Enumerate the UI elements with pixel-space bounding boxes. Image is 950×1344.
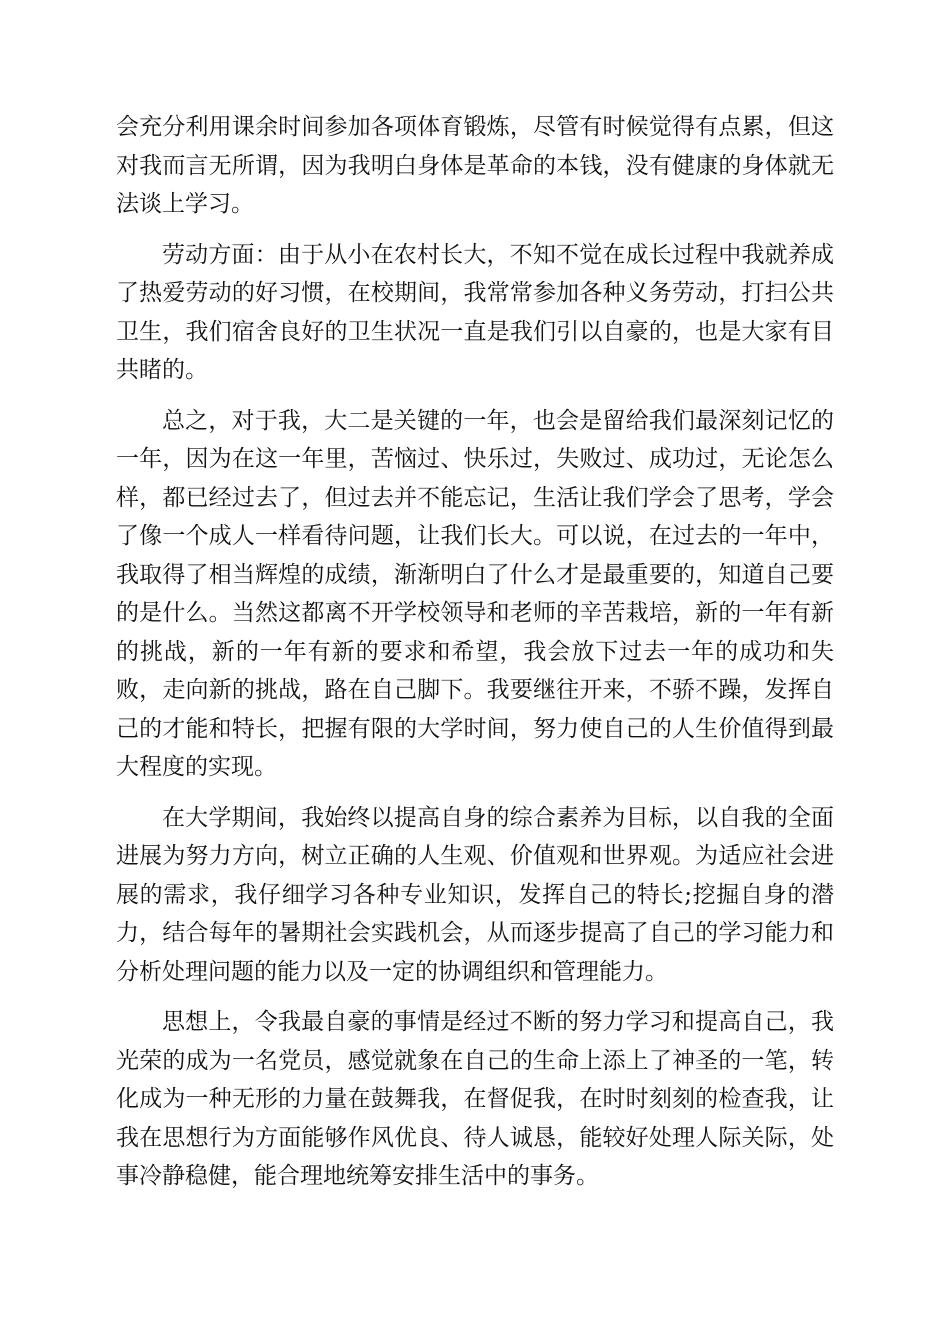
paragraph-university-period: 在大学期间，我始终以提高自身的综合素养为目标，以自我的全面进展为努力方向，树立正确的人生观、价值观和世界观。为适应社会进展的需求，我仔细学习各种专业知识，发挥自己的特长;挖掘自身的潜力，结合每年的暑期社会实践机会，从而逐步提高了自己的学习能力和分析处理问题的能力以及一定的协调组织和管理能力。: [116, 804, 834, 985]
paragraph-continuation-sports: 会充分利用课余时间参加各项体育锻炼，尽管有时候觉得有点累，但这对我而言无所谓，因为我明白身体是革命的本钱，没有健康的身体就无法谈上学习。: [116, 114, 834, 217]
document-body: [116, 108, 834, 1208]
paragraph-labor: 劳动方面：由于从小在农村长大，不知不觉在成长过程中我就养成了热爱劳动的好习惯，在校期间，我常常参加各种义务劳动，打扫公共卫生，我们宿舍良好的卫生状况一直是我们引以自豪的，也是大家有目共睹的。: [116, 241, 834, 383]
paragraph-summary: 总之，对于我，大二是关键的一年，也会是留给我们最深刻记忆的一年，因为在这一年里，苦恼过、快乐过，失败过、成功过，无论怎么样，都已经过去了，但过去并不能忘记，生活让我们学会了思考，学会了像一个成人一样看待问题，让我们长大。可以说，在过去的一年中，我取得了相当辉煌的成绩，渐渐明白了什么才是最重要的，知道自己要的是什么。当然这都离不开学校领导和老师的辛苦栽培，新的一年有新的挑战，新的一年有新的要求和希望，我会放下过去一年的成功和失败，走向新的挑战，路在自己脚下。我要继往开来，不骄不躁，发挥自己的才能和特长，把握有限的大学时间，努力使自己的人生价值得到最大程度的实现。: [116, 407, 834, 780]
paragraph-ideology: 思想上，令我最自豪的事情是经过不断的努力学习和提高自己，我光荣的成为一名党员，感觉就象在自己的生命上添上了神圣的一笔，转化成为一种无形的力量在鼓舞我，在督促我，在时时刻刻的检查我，让我在思想行为方面能够作风优良、待人诚恳，能较好处理人际关际，处事冷静稳健，能合理地统筹安排生活中的事务。: [116, 1009, 834, 1189]
